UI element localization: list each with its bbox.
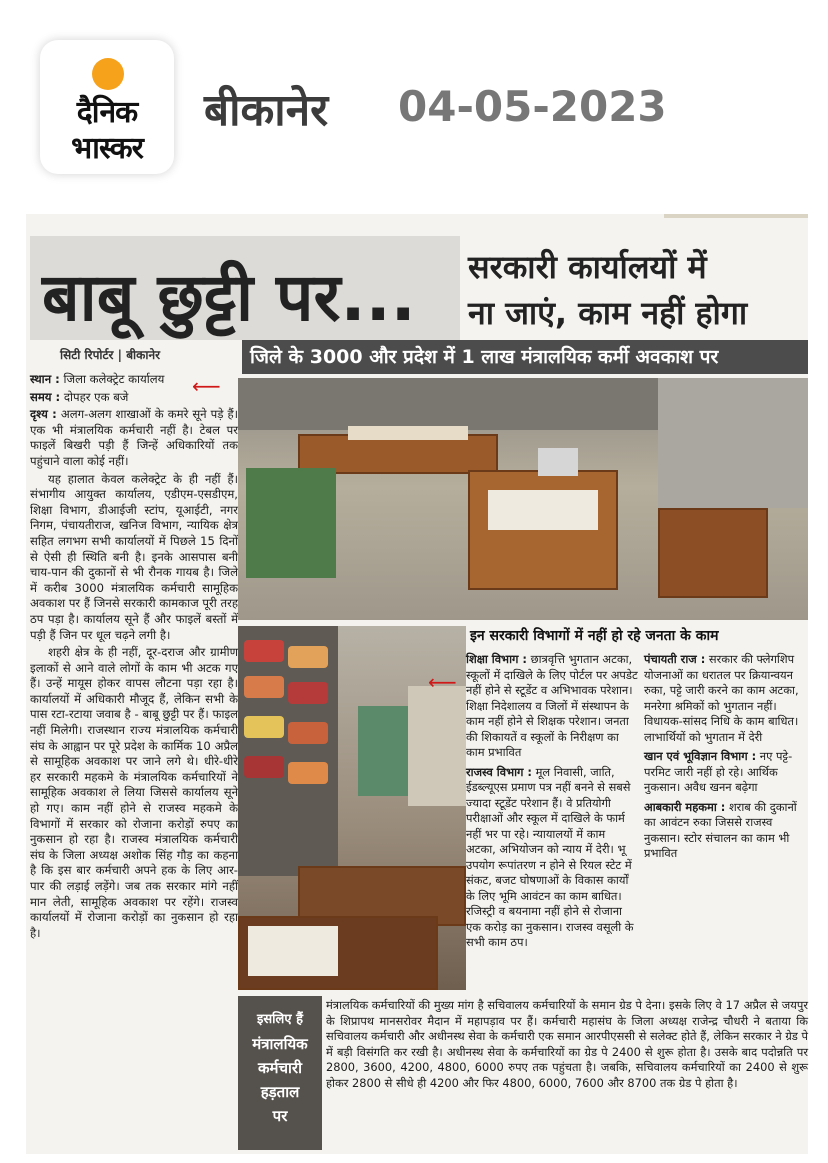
time-value: दोपहर एक बजे <box>63 389 129 404</box>
department-name: आबकारी महकमा : <box>644 799 726 814</box>
record-room-photo <box>238 626 466 990</box>
secondary-headline-line2: ना जाएं, काम नहीं होगा <box>468 294 748 332</box>
department-name: पंचायती राज : <box>644 652 706 666</box>
scene-label: दृश्य : <box>30 407 57 422</box>
newspaper-page <box>26 214 808 1154</box>
left-column-article <box>30 372 238 1152</box>
time-label: समय : <box>30 389 61 404</box>
top-rule <box>664 214 808 218</box>
why-line-4: हड़ताल <box>260 1083 300 1101</box>
why-strike-text: मंत्रालयिक कर्मचारियों की मुख्य मांग है सचिवालय कर्मचारियों के समान ग्रेड पे देना। इसके लिए वे 17 अप्रैल से जयपुर के शिप्रापथ मानसरोवर मैदान में महापड़ाव पर हैं। कर्मचारी महासंघ के जिला अध्यक्ष राजेन्द्र चौधरी ने बताया कि सचिवालय कर्मचारी और अधीनस्थ सेवा के कर्मचारी एक समान आरपीएससी से सलेक्ट होते हैं, लेकिन सरकार ने ग्रेड पे में बड़ी विसंगति कर रखी है। अधीनस्थ सेवा के कर्मचारियों का ग्रेड पे 2400 से शुरू होता है। उसके बाद पदोन्नति पर 2800, 3600, 4200, 4800, 6000 रुपए तक पहुंचता है। जबकि, सचिवालय कर्मचारियों का 2400 से शुरू होकर 2800 से सीधे ही 4200 और फिर 4800, 6000, 7600 और 8700 तक ग्रेड पे होता है। <box>326 998 808 1090</box>
department-name: राजस्व विभाग : <box>466 764 532 779</box>
logo-text-line1: दैनिक <box>76 95 138 130</box>
red-arrow-icon: ⟵ <box>192 374 221 398</box>
place-value: जिला कलेक्ट्रेट कार्यालय <box>63 372 165 386</box>
red-arrow-icon: ⟵ <box>428 670 457 694</box>
place-label: स्थान : <box>30 372 60 386</box>
why-line-3: कर्मचारी <box>258 1059 302 1077</box>
department-text: सरकार की फ्लेगशिप योजनाओं का धरातल पर क्रियान्वयन रुका, पट्टे जारी करने का काम अटका, मनरेगा श्रमिकों को भुगतान नहीं। विधायक-सांसद निधि के काम बाधित। लाभार्थियों को भुगतान में देरी <box>644 652 799 744</box>
scene-value: अलग-अलग शाखाओं के कमरे सूने पड़े हैं। एक भी मंत्रालयिक कर्मचारी नहीं है। टेबल पर फाइलें बिखरी पड़ी हैं जिन्हें अधिकारियों तक पहुंचाने वाला कोई नहीं। <box>30 407 239 468</box>
empty-office-photo <box>238 378 808 620</box>
sun-icon <box>92 58 124 90</box>
secondary-headline <box>468 244 808 340</box>
why-line-5: पर <box>272 1107 288 1125</box>
dainik-bhaskar-logo <box>40 40 174 174</box>
main-headline-box <box>30 236 460 340</box>
departments-column-2 <box>644 652 808 1004</box>
departments-column-1 <box>466 652 638 1004</box>
department-text: मूल निवासी, जाति, ईडब्ल्यूएस प्रमाण पत्र नहीं बनने से सबसे ज्यादा स्टूडेंट परेशान हैं। वे प्रतियोगी परीक्षाओं और स्कूल में दाखिले के फार्म नहीं भर पा रहे। न्यायालयों में काम अटका, अभियोजन को न्याय में देरी। भू उपयोग रूपांतरण न होने से रियल स्टेट में संकट, बजट घोषणाओं के विकास कार्यों के लिए भूमि आवंटन का काम बाधित। रजिस्ट्री व बयनामा नहीं होने से रोजाना एक करोड़ का नुकसान। राजस्व वसूली के सभी काम ठप। <box>466 764 634 949</box>
department-text: छात्रवृत्ति भुगतान अटका, स्कूलों में दाखिले के लिए पोर्टल पर अपडेट नहीं होने से स्टूडेंट व अभिभावक परेशान। शिक्षा निदेशालय व जिलों में संस्थापन के काम नहीं होने से शिक्षक परेशान। जनता की शिकायतें व स्कूलों के निरीक्षण का काम प्रभावित <box>466 652 638 759</box>
why-line-2: मंत्रालयिक <box>252 1035 308 1053</box>
page-header <box>0 0 828 200</box>
main-headline: बाबू छुट्टी पर... <box>42 259 416 336</box>
secondary-headline-line1: सरकारी कार्यालयों में <box>468 248 707 286</box>
byline: सिटी रिपोर्टर | बीकानेर <box>60 348 161 362</box>
subheadline-bar: जिले के 3000 और प्रदेश में 1 लाख मंत्रालयिक कर्मी अवकाश पर <box>242 340 808 374</box>
department-name: खान एवं भूविज्ञान विभाग : <box>644 749 757 763</box>
edition-date: 04-05-2023 <box>398 82 667 131</box>
why-strike-box <box>238 996 322 1150</box>
logo-text-line2: भास्कर <box>71 131 143 166</box>
department-text: शराब की दुकानों का आवंटन रुका जिससे राजस्व नुकसान। स्टोर संचालन का काम भी प्रभावित <box>644 799 797 860</box>
department-text: नए पट्टे-परमिट जारी नहीं हो रहे। आर्थिक नुकसान। अवैध खनन बढ़ेगा <box>644 749 793 794</box>
departments-title: इन सरकारी विभागों में नहीं हो रहे जनता के काम <box>470 628 719 644</box>
why-line-1: इसलिए हैं <box>257 1012 303 1027</box>
edition-city: बीकानेर <box>204 85 329 136</box>
article-paragraph-2: शहरी क्षेत्र के ही नहीं, दूर-दराज और ग्रामीण इलाकों से आने वाले लोगों के काम भी अटक गए हैं। उन्हें मायूस होकर वापस लौटना पड़ा रहा है। कार्यालयों में अधिकारी मौजूद हैं, लेकिन सभी के पास रटा-रटाया जवाब है - बाबू छुट्टी पर हैं। फाइल नहीं मिलेगी। राजस्थान राज्य मंत्रालयिक कर्मचारी संघ के आह्वान पर पूरे प्रदेश के कार्मिक 10 अप्रैल से सामूहिक अवकाश पर जाने लगे थे। धीरे-धीरे हर सरकारी महकमे के मंत्रालयिक कर्मचारियों ने सामूहिक अवकाश ले लिया जिससे कार्यालय सूने हो गए। काम नहीं होने से राजस्व महकमे के विभागों में सरकार को रोजाना करोड़ों रुपए का नुकसान हो रहा है। राजस्व मंत्रालयिक कर्मचारी संघ के जिला अध्यक्ष अशोक सिंह गौड़ का कहना है कि इस बार कर्मचारी अपने हक के लिए आर-पार की लड़ाई लड़ेंगे। जब तक सरकार मांगे नहीं मान लेती, सामूहिक अवकाश पर रहेंगे। राजस्व कार्यालयों में रोजाना करोड़ों का नुकसान हो रहा है। <box>30 645 238 940</box>
department-name: शिक्षा विभाग : <box>466 652 527 666</box>
article-paragraph-1: यह हालात केवल कलेक्ट्रेट के ही नहीं हैं। संभागीय आयुक्त कार्यालय, एडीएम-एसडीएम, शिक्षा विभाग, डीआईजी स्टांप, यूआईटी, नगर निगम, पंचायतीराज, खनिज विभाग, न्यायिक क्षेत्र सहित लगभग सभी कार्यालयों में पिछले 15 दिनों से ऐसी ही स्थिति बनी है। इनके आसपास बनी चाय-पान की दुकानों से भी रौनक गायब है। जिले में करीब 3000 मंत्रालयिक कर्मचारी सामूहिक अवकाश पर हैं जिनसे सरकारी कामकाज पूरी तरह ठप पड़ा है। कार्यालय सूने हैं और फाइलें बस्तों में पड़ी हैं जिन पर धूल चढ़ने लगी है। <box>30 471 238 642</box>
